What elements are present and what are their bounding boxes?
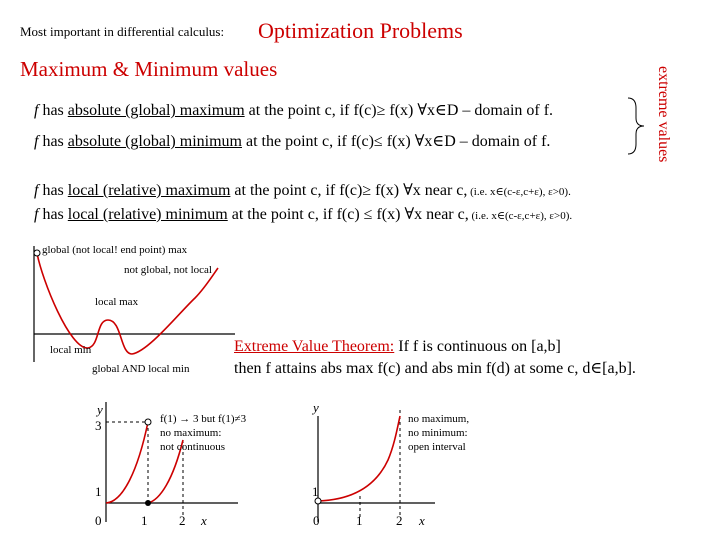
tick-x-2: 2	[179, 513, 186, 528]
label-local-min: local min	[50, 344, 92, 356]
curve	[318, 416, 400, 501]
tick-x-1: 1	[141, 513, 148, 528]
label-global-max: global (not local! end point) max	[42, 244, 188, 256]
def-rest: at the point c, if f(c)≥ f(x) ∀x near c,	[230, 182, 468, 199]
def-absolute-min	[34, 131, 550, 151]
def-f: f	[34, 102, 39, 119]
def-note: (i.e. x∈(c-ε,c+ε), ε>0).	[468, 210, 573, 222]
def-absolute-max	[34, 100, 553, 120]
def-local-min	[34, 204, 572, 224]
curve-left	[106, 422, 148, 503]
label-global-local-min: global AND local min	[92, 363, 190, 375]
def-has: has	[38, 133, 68, 150]
axis-label-x: x	[201, 513, 207, 528]
tick-x-0: 0	[95, 513, 102, 528]
theorem-text: If f is continuous on [a,b]	[394, 338, 561, 355]
theorem-line-2: then f attains abs max f(c) and abs min f(d) at some c, d∈[a,b].	[234, 360, 636, 377]
axis-label-y: y	[97, 402, 103, 417]
note-line: f(1) → 3 but f(1)≠3	[160, 413, 247, 425]
example2-note	[408, 412, 469, 454]
def-f: f	[34, 182, 39, 199]
def-term: absolute (global) maximum	[67, 102, 245, 119]
header-intro: Most important in differential calculus:	[20, 24, 225, 39]
brace-icon	[626, 96, 646, 156]
note-line: no maximum:	[160, 427, 222, 439]
def-rest: at the point c, if f(c)≤ f(x) ∀x∈D – domain of f.	[241, 133, 551, 150]
def-has: has	[38, 102, 68, 119]
def-has: has	[38, 206, 68, 223]
label-local-max: local max	[95, 296, 139, 308]
tick-y-3: 3	[95, 418, 102, 433]
extreme-values-label: extreme values	[655, 66, 672, 163]
note-line: open interval	[408, 441, 466, 453]
filled-point	[145, 500, 151, 506]
label-not-global: not global, not local	[124, 264, 212, 276]
tick-x-1: 1	[356, 513, 363, 528]
tick-y-1: 1	[312, 484, 319, 499]
page-title: Optimization Problems	[258, 18, 463, 43]
def-note: (i.e. x∈(c-ε,c+ε), ε>0).	[467, 186, 571, 198]
def-term: local (relative) maximum	[67, 182, 231, 199]
def-local-max	[34, 180, 571, 200]
tick-x-0: 0	[313, 513, 320, 528]
note-line: not continuous	[160, 441, 226, 453]
def-f: f	[34, 206, 39, 223]
example1-note	[160, 412, 246, 454]
def-has: has	[38, 182, 68, 199]
note-line: no maximum,	[408, 413, 470, 425]
endpoint-max-marker	[34, 250, 40, 256]
open-point	[145, 419, 151, 425]
def-term: absolute (global) minimum	[67, 133, 242, 150]
section-subtitle: Maximum & Minimum values	[20, 57, 278, 81]
note-line: no minimum:	[408, 427, 468, 439]
tick-y-1: 1	[95, 484, 102, 499]
theorem-name: Extreme Value Theorem:	[234, 338, 395, 355]
def-term: local (relative) minimum	[67, 206, 228, 223]
extrema-curve-diagram	[30, 240, 260, 380]
theorem-line-1	[234, 338, 561, 356]
tick-x-2: 2	[396, 513, 403, 528]
def-rest: at the point c, if f(c)≥ f(x) ∀x∈D – domain of f.	[244, 102, 554, 119]
axis-label-y: y	[313, 400, 319, 415]
axis-label-x: x	[419, 513, 425, 528]
def-rest: at the point c, if f(c) ≤ f(x) ∀x near c,	[227, 206, 469, 223]
def-f: f	[34, 133, 39, 150]
